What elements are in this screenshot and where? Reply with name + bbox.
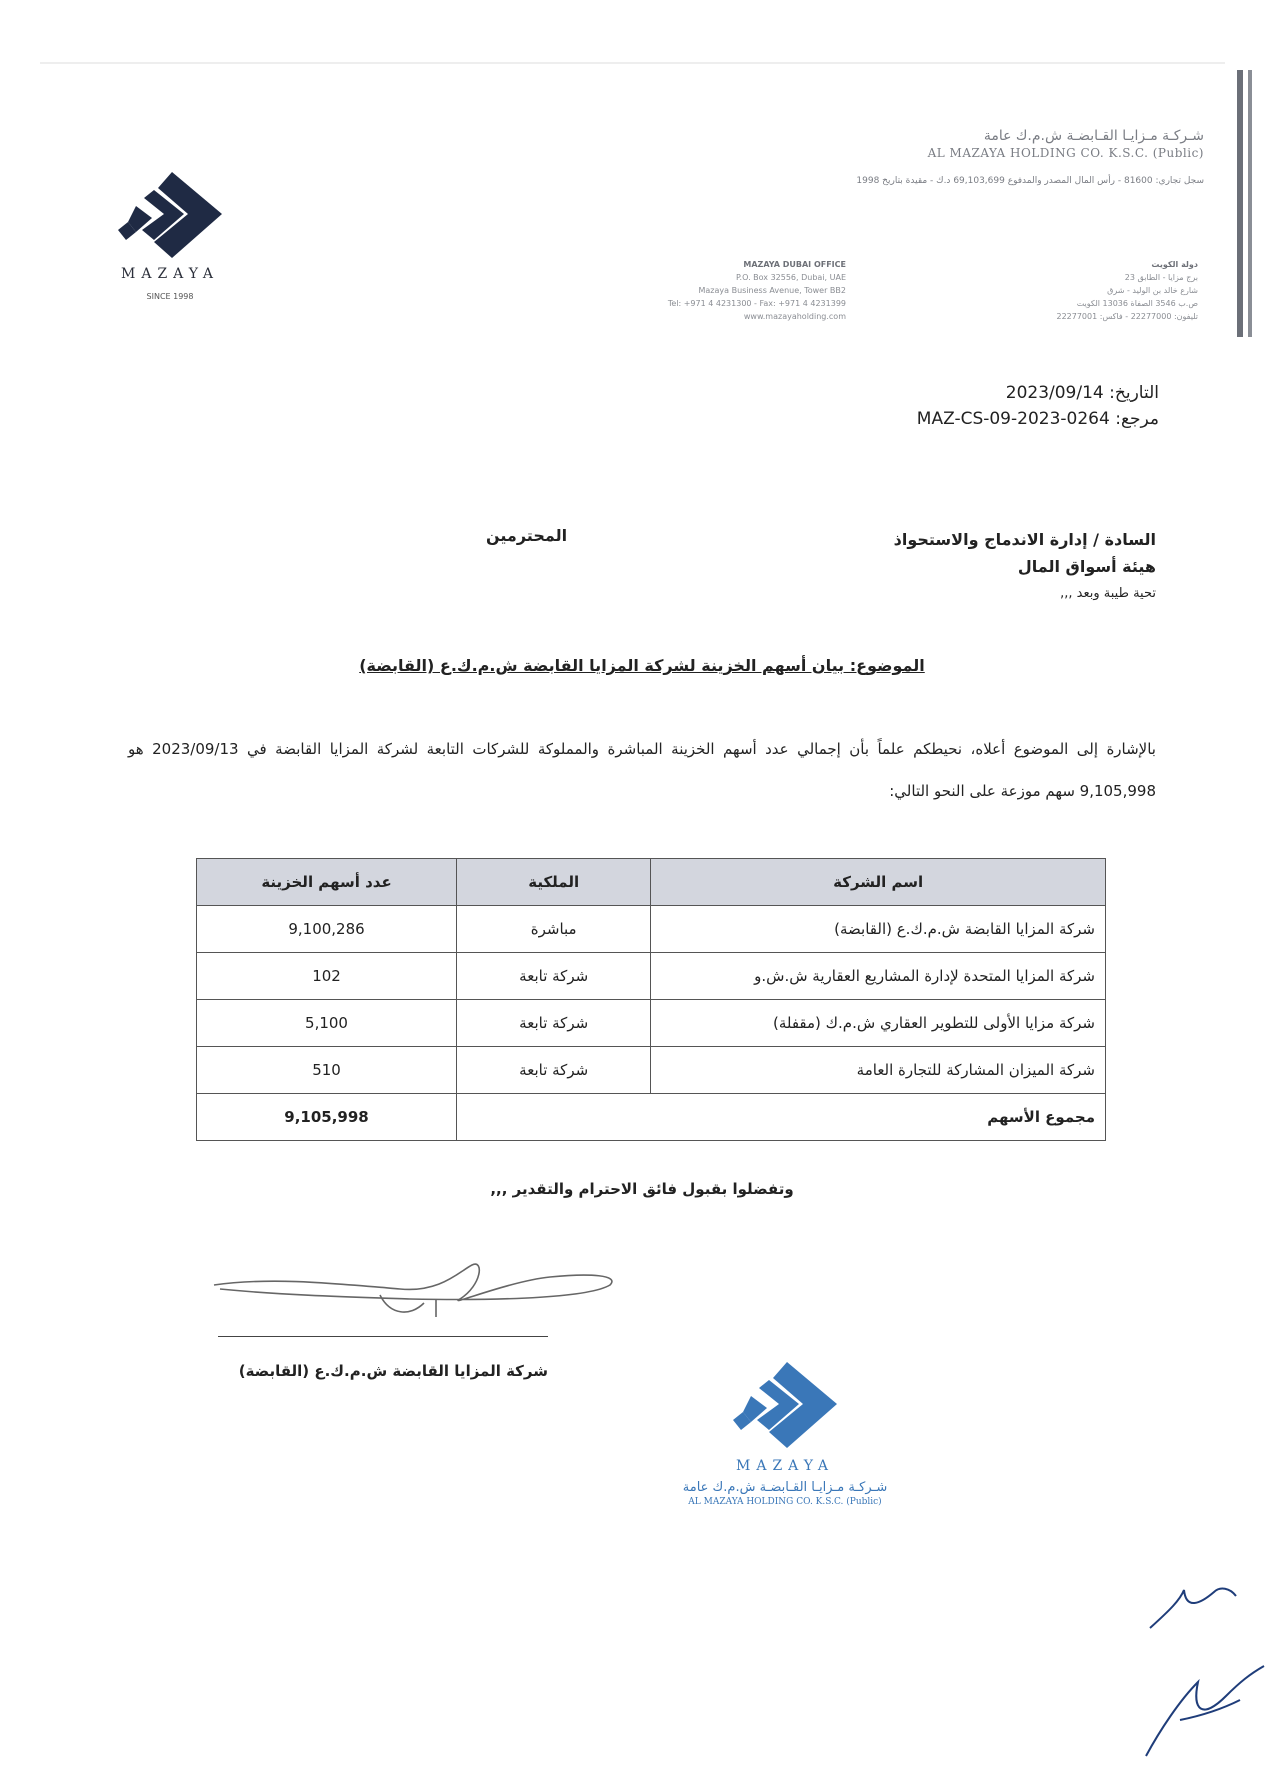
recipient-block (894, 526, 1156, 607)
date-label: التاريخ: (1109, 383, 1159, 403)
office-address-left (486, 258, 846, 323)
office-line: Tel: +971 4 4231300 - Fax: +971 4 4231399 (667, 299, 846, 308)
date-row (917, 380, 1159, 406)
initials-marks (1140, 1570, 1270, 1760)
company-stamp (630, 1360, 940, 1507)
cell-company: شركة مزايا الأولى للتطوير العقاري ش.م.ك (مقفلة) (651, 1000, 1106, 1047)
total-label: مجموع الأسهم (457, 1094, 1106, 1141)
office-line: برج مزايا - الطابق 23 (1124, 273, 1198, 282)
office-title: MAZAYA DUBAI OFFICE (743, 260, 846, 269)
office-line: ص.ب 3546 الصفاة 13036 الكويت (1076, 299, 1198, 308)
header-share-count: عدد أسهم الخزينة (197, 859, 457, 906)
header-vertical-bar (1237, 70, 1243, 337)
cell-shares: 102 (197, 953, 457, 1000)
table-row (197, 1047, 1106, 1094)
table-header-row (197, 859, 1106, 906)
office-line: P.O. Box 32556, Dubai, UAE (735, 273, 846, 282)
signatory-name: شركة المزايا القابضة ش.م.ك.ع (القابضة) (238, 1362, 548, 1380)
letter-subject: الموضوع: بيان أسهم الخزينة لشركة المزايا القابضة ش.م.ك.ع (القابضة) (359, 656, 925, 675)
office-address-right (898, 258, 1198, 323)
cell-shares: 5,100 (197, 1000, 457, 1047)
table-row (197, 906, 1106, 953)
header-vertical-bar-thin (1248, 70, 1252, 337)
recipient-line2: هيئة أسواق المال (1017, 557, 1156, 576)
letter-body: بالإشارة إلى الموضوع أعلاه، نحيطكم علماً بأن إجمالي عدد أسهم الخزينة المباشرة والمملوكة للشركات التابعة لشركة المزايا القابضة في 2023/09/13 هو 9,105,998 سهم موزعة على النحو التالي: (128, 740, 1156, 800)
office-line: تليفون: 22277000 - فاكس: 22277001 (1056, 312, 1198, 321)
reference-value: MAZ-CS-09-2023-0264 (916, 409, 1110, 429)
table-row (197, 1000, 1106, 1047)
treasury-shares-table (196, 858, 1106, 1141)
handwritten-signature (210, 1255, 630, 1335)
closing-line: وتفضلوا بقبول فائق الاحترام والتقدير ,,, (490, 1180, 794, 1198)
date-value: 2023/09/14 (1005, 383, 1104, 403)
office-title: دولة الكويت (1151, 260, 1198, 269)
cell-ownership: شركة تابعة (457, 953, 651, 1000)
cell-company: شركة الميزان المشاركة للتجارة العامة (651, 1047, 1106, 1094)
company-registration: سجل تجاري: 81600 - رأس المال المصدر والمدفوع 69,103,699 د.ك - مقيدة بتاريخ 1998 (856, 176, 1204, 186)
reference-row (917, 406, 1159, 432)
stamp-brand-text: MAZAYA (736, 1458, 834, 1474)
office-line: Mazaya Business Avenue, Tower BB2 (698, 286, 846, 295)
top-rule (40, 62, 1225, 64)
office-website: www.mazayaholding.com (743, 312, 846, 321)
cell-shares: 510 (197, 1047, 457, 1094)
mazaya-logo-icon (114, 170, 226, 262)
reference-label: مرجع: (1115, 409, 1159, 429)
company-name-ar: شـركـة مـزايـا القـابضـة ش.م.ك عامة (983, 128, 1204, 144)
cell-ownership: شركة تابعة (457, 1000, 651, 1047)
cell-shares: 9,100,286 (197, 906, 457, 953)
signature-line (218, 1336, 548, 1337)
header-company-name: اسم الشركة (651, 859, 1106, 906)
table-row (197, 953, 1106, 1000)
letter-meta (917, 380, 1159, 432)
cell-company: شركة المزايا القابضة ش.م.ك.ع (القابضة) (651, 906, 1106, 953)
office-line: شارع خالد بن الوليد - شرق (1107, 286, 1198, 295)
letterhead-company (564, 128, 1204, 186)
logo-since-text: SINCE 1998 (146, 292, 194, 301)
mazaya-logo (100, 170, 240, 340)
company-name-en: AL MAZAYA HOLDING CO. K.S.C. (Public) (927, 146, 1204, 160)
cell-ownership: مباشرة (457, 906, 651, 953)
mazaya-stamp-logo-icon (729, 1360, 841, 1452)
cell-company: شركة المزايا المتحدة لإدارة المشاريع العقارية ش.ش.و (651, 953, 1106, 1000)
cell-ownership: شركة تابعة (457, 1047, 651, 1094)
recipient-line1: السادة / إدارة الاندماج والاستحواذ (893, 530, 1156, 549)
logo-brand-text: MAZAYA (121, 266, 219, 282)
respected-label: المحترمين (486, 526, 568, 545)
stamp-company-ar: شـركـة مـزايـا القـابضـة ش.م.ك عامة (682, 1480, 888, 1495)
stamp-company-en: AL MAZAYA HOLDING CO. K.S.C. (Public) (688, 1497, 882, 1507)
header-ownership: الملكية (457, 859, 651, 906)
greeting: تحية طيبة وبعد ,,, (1060, 586, 1156, 601)
table-total-row (197, 1094, 1106, 1141)
total-value: 9,105,998 (197, 1094, 457, 1141)
